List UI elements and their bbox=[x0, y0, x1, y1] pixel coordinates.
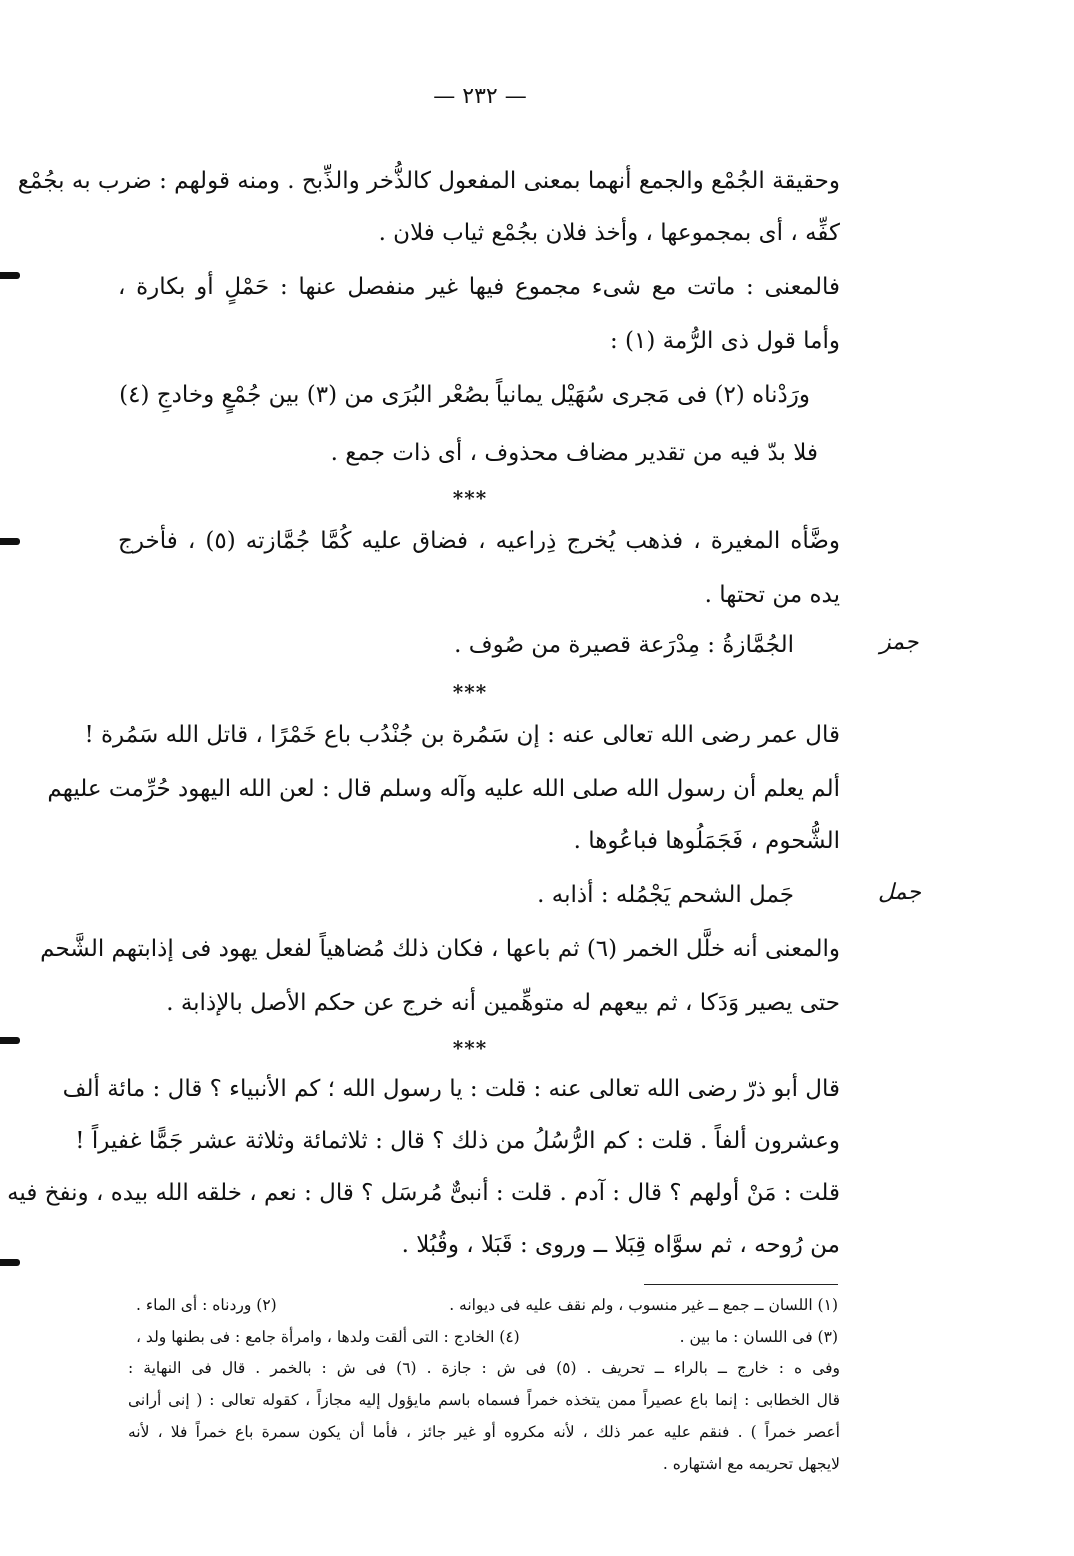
footnote: (٢) وردناه : أى الماء . bbox=[136, 1296, 277, 1314]
page-number: — ٢٣٢ — bbox=[433, 84, 527, 109]
margin-root-word: جمز bbox=[880, 630, 919, 655]
body-line: قال عمر رضى الله تعالى عنه : إن سَمُرة بن جُنْدُب باع خَمْرًا ، قاتل الله سَمُرة ! bbox=[84, 722, 840, 748]
definition-line: الجُمَّازةُ : مِدْرَعة قصيرة من صُوف . bbox=[454, 632, 794, 658]
section-separator: *** bbox=[452, 680, 488, 704]
section-separator: *** bbox=[452, 486, 488, 510]
body-line: من رُوحه ، ثم سوَّاه قِبَلا ــ وروى : قَبَلا ، وقُبُلا . bbox=[401, 1232, 840, 1258]
footnote-separator bbox=[644, 1284, 838, 1285]
body-line: فلا بدّ فيه من تقدير مضاف محذوف ، أى ذات جمع . bbox=[330, 440, 818, 466]
body-line: وأما قول ذى الرُّمة (١) : bbox=[609, 328, 840, 354]
edge-mark bbox=[0, 1259, 20, 1266]
edge-mark bbox=[0, 538, 20, 545]
margin-root-word: جمل bbox=[878, 880, 921, 905]
body-line: كفِّه ، أى بمجموعها ، وأخذ فلان بجُمْع ثياب فلان . bbox=[378, 220, 840, 246]
body-line: قلت : مَنْ أولهم ؟ قال : آدم . قلت : أنبىٌّ مُرسَل ؟ قال : نعم ، خلقه الله بيده ، ونفخ فيه bbox=[7, 1180, 840, 1206]
body-line: فالمعنى : ماتت مع شىء مجموع فيها غير منفصل عنها : حَمْلٍ أو بكارة ، bbox=[118, 274, 840, 300]
footnote-line: أعصر خمراً ) . فنقم عليه عمر ذلك ، لأنه مكروه أو غير جائز ، فأما أن يكون سمرة باع خمراً فلا ، لأنه bbox=[128, 1423, 840, 1441]
body-line: يده من تحتها . bbox=[704, 582, 840, 608]
footnote: (٣) فى اللسان : ما بين . bbox=[679, 1328, 838, 1346]
body-line: حتى يصير وَدَكا ، ثم بيعهم له متوهِّمين أنه خرج عن حكم الأصل بالإذابة . bbox=[166, 990, 840, 1016]
body-line: وضَّأه المغيرة ، فذهب يُخرج ذِراعيه ، فضاق عليه كُمَّا جُمَّازته (٥) ، فأخرج bbox=[118, 528, 840, 554]
body-line: ألم يعلم أن رسول الله صلى الله عليه وآله وسلم قال : لعن الله اليهود حُرِّمت عليهم bbox=[47, 776, 840, 802]
section-separator: *** bbox=[452, 1036, 488, 1060]
body-line: والمعنى أنه خلَّل الخمر (٦) ثم باعها ، فكان ذلك مُضاهياً لفعل يهود فى إذابتهم الشَّحم bbox=[40, 936, 840, 962]
definition-line: جَمل الشحم يَجْمُله : أذابه . bbox=[537, 882, 794, 908]
footnote: (١) اللسان ــ جمع ــ غير منسوب ، ولم نقف عليه فى ديوانه . bbox=[449, 1296, 838, 1314]
body-line: قال أبو ذرّ رضى الله تعالى عنه : قلت : يا رسول الله ؛ كم الأنبياء ؟ قال : مائة ألف bbox=[62, 1076, 840, 1102]
footnote-line: قال الخطابى : إنما باع عصيراً ممن يتخذه خمراً فسماه باسم مايؤول إليه مجازاً ، كقوله تعالى : ( إنى أرانى bbox=[128, 1391, 840, 1409]
body-line: وحقيقة الجُمْع والجمع أنهما بمعنى المفعول كالذُّخر والذِّبح . ومنه قولهم : ضرب به بجُمْع bbox=[17, 168, 840, 194]
footnote-line: وفى ه : خارج ــ بالراء ــ تحريف . (٥) فى ش : جازة . (٦) فى ش : بالخمر . قال فى النهاية : bbox=[128, 1359, 841, 1377]
footnote: (٤) الخادج : التى ألقت ولدها ، وامرأة جامع : فى بطنها ولد ، bbox=[136, 1328, 520, 1346]
verse-second-hemistich: بصُعْر البُرَى من (٣) بين جُمْعٍ وخادجِ (٤) bbox=[119, 382, 490, 408]
verse-first-hemistich: ورَدْناه (٢) فى مَجرى سُهَيْل يمانياً bbox=[495, 382, 810, 408]
footnote-line: لايجهل تحريمه مع اشتهاره . bbox=[662, 1455, 840, 1473]
body-line: الشُّحوم ، فَجَمَلُوها فباعُوها . bbox=[573, 828, 840, 854]
edge-mark bbox=[0, 272, 20, 279]
body-line: وعشرون ألفاً . قلت : كم الرُّسُلُ من ذلك ؟ قال : ثلاثمائة وثلاثة عشر جَمًّا غفيراً ! bbox=[75, 1128, 840, 1154]
